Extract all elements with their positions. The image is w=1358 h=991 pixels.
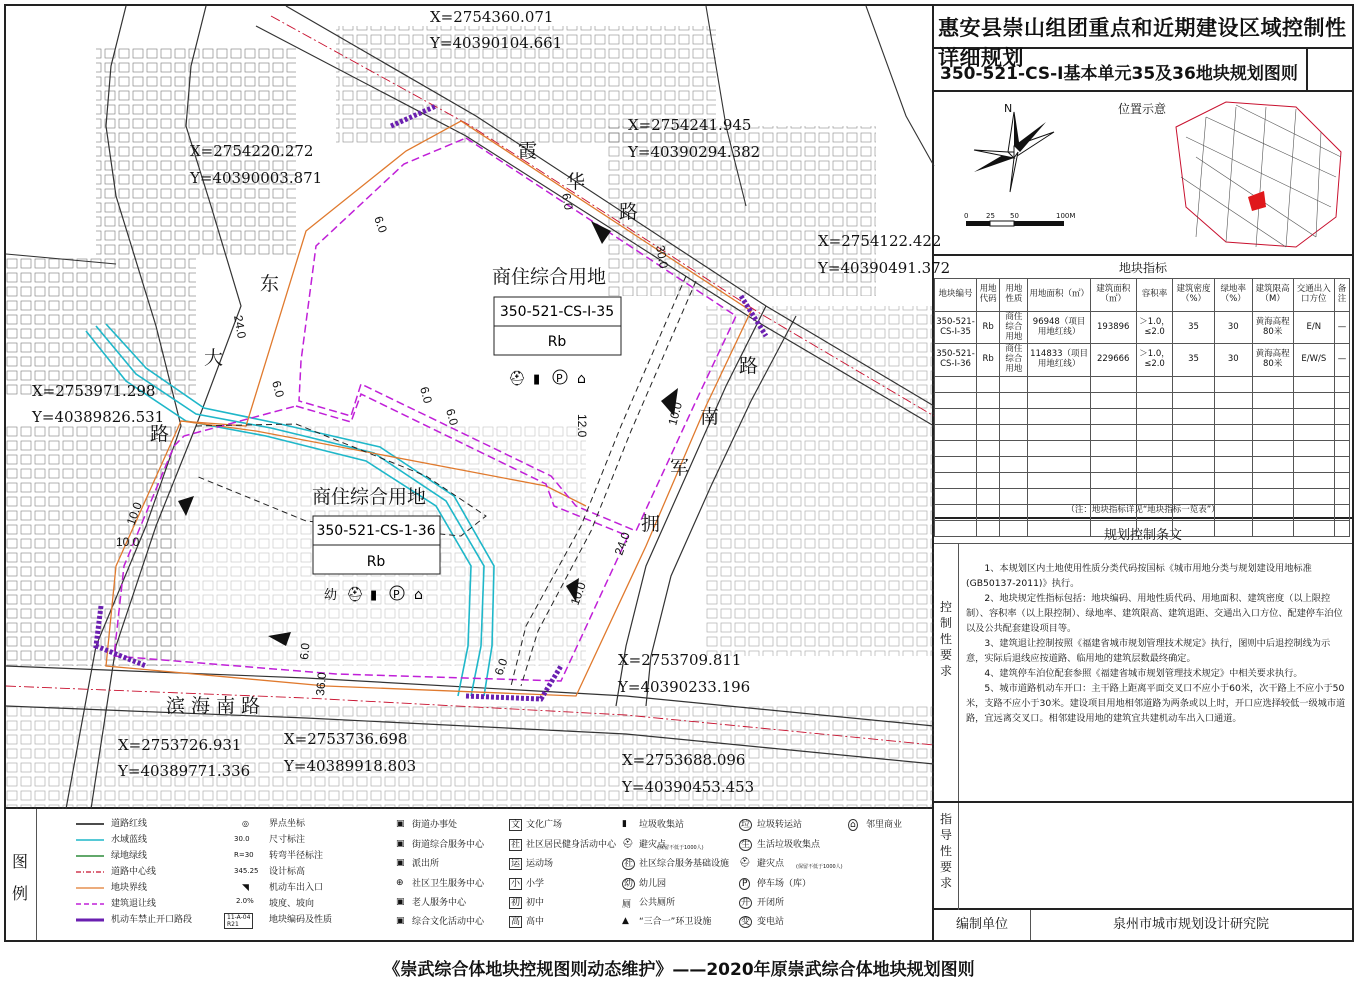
rules-heading: 规划控制条文: [1103, 528, 1182, 543]
fitness-center-icon: 社: [511, 840, 521, 850]
road-name-dongda: 大: [204, 347, 224, 369]
legend-item: 坡度、坡向: [269, 899, 315, 909]
plot-35-code: 350-521-CS-I-35: [499, 304, 615, 320]
legend-item: 综合文化活动中心: [412, 917, 485, 927]
setback-label: 10.0: [116, 535, 140, 549]
legend-item: 派出所: [412, 859, 440, 869]
table-header: 用地代码: [977, 279, 1000, 312]
legend-title: 图: [12, 852, 29, 871]
table-row[interactable]: [935, 344, 1350, 376]
garbage-station-icon: ▮: [370, 588, 378, 603]
table-header: 用地性质: [1000, 279, 1028, 312]
slope-icon: 2.0%: [236, 897, 254, 905]
parking-icon: P: [556, 372, 563, 385]
road-name-nanjunyong: 军: [670, 457, 690, 479]
road-name-dongda: 东: [260, 273, 280, 295]
legend-item: “三合一”环卫设施: [639, 917, 712, 927]
setback-label: 10.0: [567, 580, 589, 608]
table-cell: 商住综合用地: [1000, 344, 1028, 376]
legend-item: 社区居民健身活动中心: [526, 840, 617, 850]
primary-school-icon: 小: [511, 879, 521, 889]
rule-item: 1、本规划区内土地使用性质分类代码按国标《城市用地分类与规划建设用地标准(GB50137-2011)》执行。: [966, 563, 1312, 589]
index-header-row: [935, 279, 1350, 312]
plan-title: 惠安县崇山组团重点和近期建设区域控制性详细规划: [938, 16, 1347, 70]
north-arrow-icon: [974, 112, 1054, 192]
legend-note: (保留不低于1000人): [657, 845, 704, 851]
road-name-nanjunyong: 路: [739, 355, 759, 377]
legend-item: 设计标高: [269, 867, 306, 877]
boundary-point-icon: ◎: [242, 819, 249, 828]
disaster-shelter-icon: ⛑: [346, 587, 364, 603]
coord-label: X=2754122.422: [818, 232, 942, 250]
legend-note: (保留不低于1000人): [796, 864, 843, 870]
setback-label: 10.0: [123, 500, 145, 528]
garbage-point-icon: 生: [741, 840, 751, 850]
legend-item: 老人服务中心: [412, 898, 467, 908]
plot-35-label[interactable]: [492, 266, 621, 387]
table-cell: —: [1335, 312, 1350, 344]
table-header: 建筑限高（M）: [1252, 279, 1293, 312]
coord-label: Y=40389918.803: [284, 757, 417, 775]
coord-label: Y=40390233.196: [618, 678, 751, 696]
table-cell: 商住综合用地: [1000, 312, 1028, 344]
neighborhood-commerce-icon: ⌂: [577, 371, 586, 387]
table-cell: ＞1.0，≤2.0: [1136, 312, 1172, 344]
health-center-icon: ⊕: [396, 878, 404, 888]
legend-title: 例: [12, 884, 29, 903]
coord-label: Y=40390294.382: [628, 143, 761, 161]
sub-district-office-icon: ▣: [396, 819, 405, 829]
design-elevation-icon: 345.25: [234, 867, 259, 875]
legend-item: 街道综合服务中心: [412, 840, 485, 850]
plan-subtitle: 350-521-CS-I基本单元35及36地块规划图则: [934, 49, 1308, 90]
table-cell: 350-521-CS-I-36: [935, 344, 977, 376]
legend-item: 绿地绿线: [111, 851, 148, 861]
table-cell: Rb: [977, 344, 1000, 376]
right-info-panel: [934, 6, 1352, 940]
culture-square-icon: 文: [511, 820, 521, 830]
plot-code-icon: 11-A-04 R21: [224, 913, 253, 929]
plot-35-use: 商住综合用地: [492, 266, 607, 288]
table-header: 建筑面积（㎡）: [1090, 279, 1136, 312]
table-cell: E/N: [1293, 312, 1335, 344]
index-heading: 地块指标: [1118, 261, 1167, 275]
setback-label: 10.0: [665, 400, 685, 427]
coord-label: Y=40390003.871: [190, 169, 323, 187]
setback-label: 6.0: [443, 407, 461, 427]
scale-tick: 50: [1010, 212, 1019, 220]
road-name-dongda: 路: [150, 423, 170, 445]
road-width-label: 24.0: [231, 314, 249, 340]
parking-icon: P: [393, 588, 400, 601]
coord-label: Y=40389771.336: [118, 762, 251, 780]
table-header: 交通出入口方位: [1293, 279, 1335, 312]
coord-label: X=2754220.272: [190, 142, 314, 160]
index-note: （注：地块指标详见“地块指标一览表”）: [1066, 505, 1220, 515]
legend-item: 邻里商业: [866, 820, 903, 830]
setback-label: 12.0: [575, 414, 589, 438]
road-width-label: 24.0: [611, 530, 633, 558]
public-toilet-icon: 厕: [622, 900, 632, 910]
legend-item: 公共厕所: [639, 898, 676, 908]
sanitation-facility-icon: ▲: [622, 916, 629, 926]
community-service-icon: 社: [624, 859, 634, 869]
coord-label: Y=40390491.372: [818, 259, 951, 277]
coord-label: X=2753726.931: [118, 736, 242, 754]
vehicle-entry-icon: ◥: [242, 883, 249, 893]
plot-35-class: Rb: [547, 334, 567, 350]
table-cell: 黄海高程80米: [1252, 344, 1293, 376]
table-cell: 35: [1173, 312, 1214, 344]
legend-item: 界点坐标: [269, 819, 306, 829]
high-school-icon: 高: [511, 917, 521, 927]
road-name-xiahua: 路: [619, 201, 639, 223]
plot-36-class: Rb: [366, 554, 386, 570]
legend-item: 运动场: [526, 859, 554, 869]
table-cell: 193896: [1090, 312, 1136, 344]
location-map: [1166, 97, 1346, 252]
legend-item: 生活垃圾收集点: [757, 840, 821, 850]
table-cell: 30: [1214, 344, 1252, 376]
table-header: 建筑密度（%）: [1173, 279, 1214, 312]
legend-item: 社区卫生服务中心: [412, 879, 485, 889]
location-label: 位置示意: [1118, 102, 1167, 116]
coord-label: Y=40390104.661: [430, 34, 563, 52]
table-row[interactable]: [935, 312, 1350, 344]
setback-label: 6.0: [559, 192, 576, 211]
rule-item: 3、建筑退让控制按照《福建省城市规划管理技术规定》执行，图则中后退控制线为示意，实际后退线应按道路、临用地的建筑层数最终确定。: [966, 638, 1331, 664]
sports-field-icon: 运: [511, 859, 521, 869]
north-label: N: [1004, 102, 1013, 115]
table-header: 容积率: [1136, 279, 1172, 312]
setback-label: 6.0: [371, 214, 391, 235]
road-name-nanjunyong: 拥: [641, 513, 661, 535]
road-name-xiahua: 霞: [518, 140, 538, 162]
legend-item: 社区综合服务基础设施: [639, 859, 730, 869]
substation-icon: 变: [741, 917, 751, 927]
legend-item: 水域蓝线: [111, 835, 148, 845]
title-main-box: [934, 6, 1352, 70]
switching-station-icon: 开: [741, 898, 751, 908]
legend-item: 地块编码及性质: [269, 915, 333, 925]
legend-item: 转弯半径标注: [269, 851, 324, 861]
guide-requirements-label: 指导性要求: [939, 812, 952, 890]
compiler-box: [934, 910, 1352, 940]
legend-item: 道路中心线: [111, 867, 157, 877]
control-requirements-label: 控制性要求: [939, 600, 952, 678]
legend-item: 地块界线: [111, 883, 148, 893]
turning-radius-icon: R=30: [234, 851, 254, 859]
coord-label: Y=40390453.453: [622, 778, 755, 796]
table-header: 用地面积（㎡）: [1028, 279, 1090, 312]
coord-label: Y=40389826.531: [32, 408, 165, 426]
coord-label: X=2754241.945: [628, 116, 752, 134]
middle-school-icon: 初: [511, 898, 521, 908]
neighborhood-commerce-icon: ⌂: [414, 587, 423, 603]
legend-item: 高中: [526, 917, 545, 927]
legend-item: 停车场（库）: [757, 879, 812, 889]
setback-label: 6.0: [417, 385, 435, 405]
footer-title: 《崇武综合体地块控规图则动态维护》——2020年原崇武综合体地块规划图则: [383, 960, 975, 980]
index-table: [934, 278, 1350, 537]
coord-label: X=2753736.698: [284, 730, 408, 748]
plot-36-use: 商住综合用地: [312, 486, 427, 508]
north-location-box: [934, 92, 1352, 256]
legend-item: 街道办事处: [412, 820, 458, 830]
rule-item: 4、建筑停车泊位配套参照《福建省城市规划管理技术规定》中相关要求执行。: [984, 668, 1303, 679]
road-name-xiahua: 华: [566, 171, 586, 193]
elderly-center-icon: ▣: [396, 897, 405, 907]
title-sub-box: [934, 49, 1352, 92]
legend-item: 文化广场: [526, 820, 563, 830]
legend-item: 变电站: [757, 917, 785, 927]
legend-item: 小学: [526, 879, 545, 889]
legend-item: 垃圾收集站: [639, 820, 685, 830]
kindergarten-icon: 幼: [624, 879, 634, 889]
road-name-nanjunyong: 南: [700, 406, 720, 428]
legend-item: 开闭所: [757, 898, 785, 908]
road-name-binhai: 滨 海 南 路: [166, 695, 261, 717]
table-header: 绿地率（%）: [1214, 279, 1252, 312]
table-cell: —: [1335, 344, 1350, 376]
setback-label: 6.0: [297, 642, 313, 661]
legend-item: 机动车出入口: [269, 883, 324, 893]
setback-label: 6.0: [491, 656, 511, 678]
dimension-icon: 30.0: [234, 835, 250, 843]
legend-item: 垃圾转运站: [757, 820, 803, 830]
legend-item: 机动车禁止开口路段: [111, 915, 193, 925]
table-cell: 114833（项目用地红线）: [1028, 344, 1090, 376]
legend-line-swatches: [76, 819, 106, 939]
coord-label: X=2753709.811: [618, 651, 742, 669]
table-cell: 350-521-CS-I-35: [935, 312, 977, 344]
scale-tick: 25: [986, 212, 995, 220]
disaster-shelter-icon: ⛑: [622, 839, 634, 849]
compiler-label: 编制单位: [934, 910, 1031, 940]
plot-36-code: 350-521-CS-1-36: [316, 523, 436, 539]
table-header: 地块编号: [935, 279, 977, 312]
garbage-station-icon: ▮: [533, 372, 541, 387]
rules-box: [934, 519, 1352, 803]
road-width-label: 36.0: [313, 671, 330, 697]
table-cell: 96948（项目用地红线）: [1028, 312, 1090, 344]
rules-list: [966, 561, 1346, 726]
scale-tick: 0: [964, 212, 969, 220]
legend-item: 建筑退让线: [111, 899, 157, 909]
rule-item: 2、地块规定性指标包括：地块编码、用地性质代码、用地面积、建筑密度（以上限控制）、容积率（以上限控制）、绿地率、建筑限高、建筑退距、交通出入口方位、配建停车泊位以及公共配套建设项目等。: [966, 593, 1343, 634]
legend-item: 避灾点: [639, 840, 667, 850]
index-table-box: [934, 256, 1352, 519]
scale-tick: 100M: [1056, 212, 1076, 220]
table-cell: 229666: [1090, 344, 1136, 376]
compiler-name: 泉州市城市规划设计研究院: [1112, 917, 1269, 932]
legend-item: 道路红线: [111, 819, 148, 829]
legend-item: 幼儿园: [639, 879, 667, 889]
disaster-shelter-icon: ⛑: [508, 371, 526, 387]
rule-item: 5、城市道路机动车开口：主干路上距离平面交叉口不应小于60米，次干路上不应小于50米，支路不应小于30米。建设项目用地相邻道路为两条或以上时，开口应选择较低一级城市道路，宜远离交叉口。相邻建设用地的建筑宜共建机动车出入口通道。: [966, 683, 1346, 724]
road-width-label: 30.0: [653, 244, 671, 270]
coord-label: X=2753971.298: [32, 382, 156, 400]
table-cell: Rb: [977, 312, 1000, 344]
table-cell: E/W/S: [1293, 344, 1335, 376]
disaster-shelter-icon: ⛑: [739, 858, 751, 868]
legend-item: 初中: [526, 898, 545, 908]
setback-label: 6.0: [269, 379, 287, 399]
police-station-icon: ▣: [396, 858, 405, 868]
neighborhood-commerce-icon: ⌂: [850, 820, 856, 830]
legend-box: [6, 809, 934, 940]
legend-item: 尺寸标注: [269, 835, 306, 845]
table-cell: 30: [1214, 312, 1252, 344]
table-cell: ＞1.0，≤2.0: [1136, 344, 1172, 376]
table-header: 备注: [1335, 279, 1350, 312]
table-cell: 35: [1173, 344, 1214, 376]
guide-box: [934, 803, 1352, 910]
coord-label: X=2754360.071: [430, 8, 554, 26]
street-service-center-icon: ▣: [396, 839, 405, 849]
table-cell: 黄海高程80米: [1252, 312, 1293, 344]
garbage-transfer-icon: 垃: [741, 820, 751, 830]
parking-icon: P: [739, 878, 750, 890]
garbage-station-icon: ▮: [622, 819, 627, 829]
kindergarten-icon: 幼: [324, 588, 338, 603]
legend-item: 避灾点: [757, 859, 785, 869]
cultural-center-icon: ▣: [396, 916, 405, 926]
coord-label: X=2753688.096: [622, 751, 746, 769]
